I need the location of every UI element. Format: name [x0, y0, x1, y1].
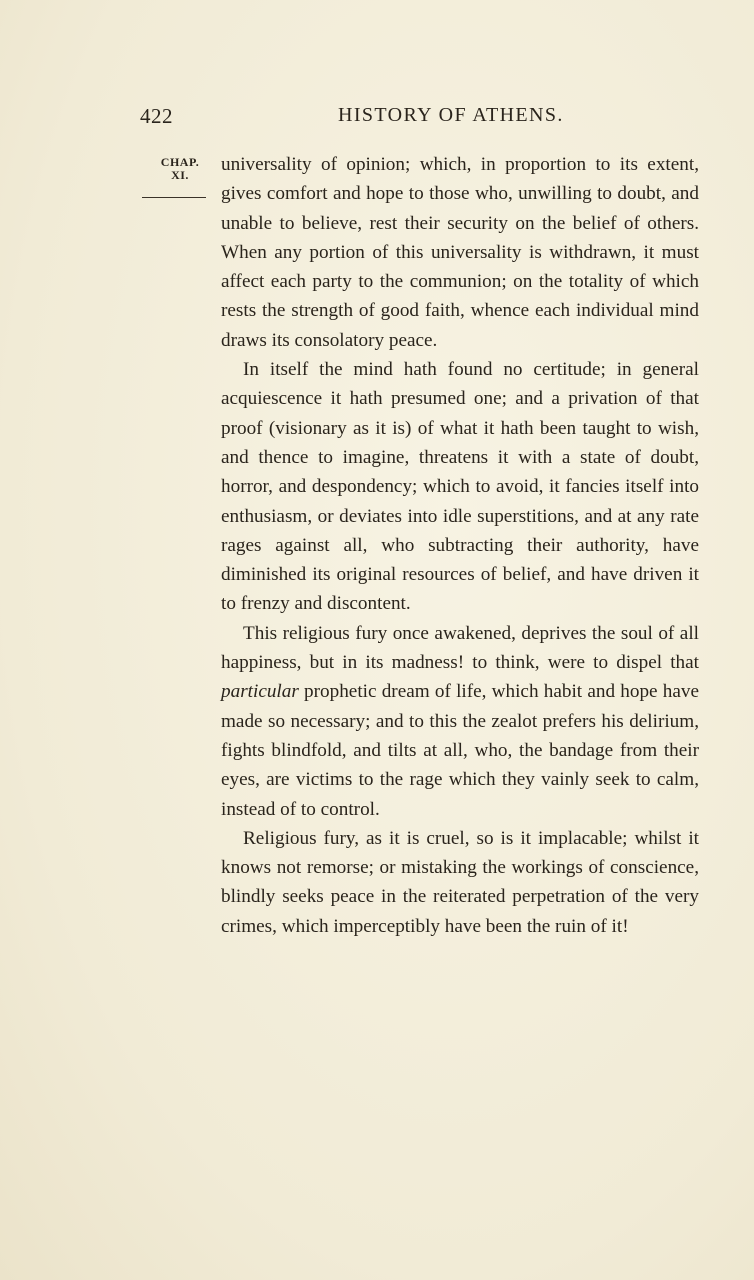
- chapter-marker: [150, 156, 210, 182]
- paragraph-3: [221, 619, 699, 824]
- chapter-number: XI.: [171, 168, 189, 182]
- paragraph-2: In itself the mind hath found no certitude; in general acquiescence it hath presumed one; and a privation of that proof (visionary as it is) of what it hath been taught to wish, and thence to imagine, threatens it with a state of doubt, horror, and despondency; which to avoid, it fancies itself into enthusiasm, or deviates into idle superstitions, and at any rate rages against all, who subtracting their authority, have diminished its original resources of belief, and have driven it to frenzy and discontent.: [221, 359, 699, 615]
- paragraph-3-emphasis: particular: [221, 681, 299, 703]
- paragraph-1: universality of opinion; which, in proportion to its extent, gives comfort and hope to those who, unwilling to doubt, and unable to believe, rest their security on the belief of others. When any portion of this universality is withdrawn, it must affect each party to the communion; on the totality of which rests the strength of good faith, whence each individual mind draws its consolatory peace.: [221, 154, 699, 351]
- body-text: [221, 150, 699, 941]
- running-title: HISTORY OF ATHENS.: [338, 104, 564, 126]
- chapter-label: CHAP.: [160, 155, 200, 169]
- paragraph-3-text-start: This religious fury once awakened, deprives the soul of all happiness, but in its madness! to think, were to dispel that: [221, 622, 699, 674]
- chapter-rule: [142, 197, 206, 198]
- paragraph-3-text-end: prophetic dream of life, which habit and hope have made so necessary; and to this the zealot prefers his delirium, fights blindfold, and tilts at all, who, the bandage from their eyes, are victims to the rage which they vainly seek to calm, instead of to control.: [221, 681, 699, 820]
- running-head: [140, 104, 700, 134]
- paragraph-4: Religious fury, as it is cruel, so is it implacable; whilst it knows not remorse; or mistaking the workings of conscience, blindly seeks peace in the reiterated perpetration of the very crimes, which imperceptibly have been the ruin of it!: [221, 827, 699, 937]
- page-number: 422: [140, 104, 173, 128]
